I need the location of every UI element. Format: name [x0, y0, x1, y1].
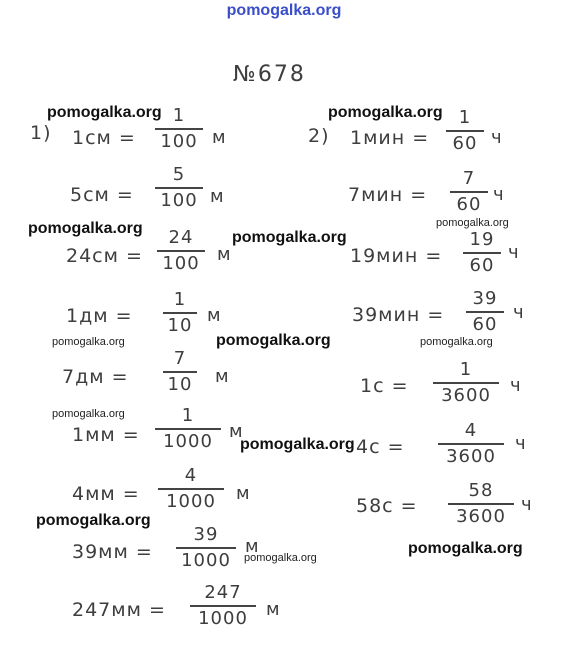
fraction-bar: [433, 382, 499, 384]
denominator: 100: [160, 131, 198, 152]
denominator: 1000: [166, 491, 216, 512]
denominator: 100: [160, 190, 198, 211]
denominator: 10: [167, 374, 193, 395]
denominator: 60: [472, 314, 498, 335]
denominator: 60: [456, 194, 482, 215]
s2-row-1-fraction: [446, 108, 484, 154]
s2-row-4-lhs: 39мин =: [352, 304, 445, 326]
fraction-bar: [190, 605, 256, 607]
numerator: 1: [459, 359, 473, 380]
section-1-label: 1): [30, 122, 52, 144]
s1-row-9-unit: м: [266, 599, 280, 620]
s1-row-7-unit: м: [236, 483, 250, 504]
numerator: 4: [184, 465, 198, 486]
numerator: 1: [172, 105, 186, 126]
fraction-bar: [163, 312, 197, 314]
fraction-bar: [163, 371, 197, 373]
s2-row-3-lhs: 19мин =: [350, 245, 443, 267]
s2-row-5-lhs: 1с =: [360, 375, 409, 397]
s1-row-4-unit: м: [207, 305, 221, 326]
s1-row-2-unit: м: [210, 186, 224, 207]
s1-row-5-fraction: [163, 349, 197, 395]
watermark: pomogalka.org: [408, 540, 523, 557]
fraction-bar: [466, 311, 504, 313]
s2-row-7-unit: ч: [521, 494, 532, 515]
fraction-bar: [155, 428, 221, 430]
s1-row-1-fraction: [155, 106, 203, 152]
watermark: pomogalka.org: [328, 104, 443, 121]
numerator: 24: [168, 227, 194, 248]
problem-number: №678: [233, 62, 306, 87]
fraction-bar: [176, 547, 236, 549]
watermark: pomogalka.org: [28, 220, 143, 237]
s1-row-3-fraction: [157, 228, 205, 274]
denominator: 60: [452, 133, 478, 154]
denominator: 1000: [163, 431, 213, 452]
numerator: 19: [469, 229, 495, 250]
s1-row-6-unit: м: [229, 421, 243, 442]
numerator: 39: [193, 524, 219, 545]
watermark: pomogalka.org: [232, 229, 347, 246]
denominator: 3600: [446, 446, 496, 467]
s2-row-6-unit: ч: [515, 433, 526, 454]
s1-row-3-unit: м: [217, 244, 231, 265]
s2-row-4-unit: ч: [513, 302, 524, 323]
numerator: 7: [462, 168, 476, 189]
denominator: 1000: [198, 608, 248, 629]
s1-row-1-unit: м: [212, 127, 226, 148]
fraction-bar: [158, 488, 224, 490]
watermark: pomogalka.org: [436, 217, 509, 229]
s2-row-3-unit: ч: [508, 242, 519, 263]
fraction-bar: [438, 443, 504, 445]
s1-row-3-lhs: 24см =: [66, 245, 143, 267]
s2-row-7-lhs: 58с =: [356, 495, 418, 517]
s1-row-2-lhs: 5см =: [70, 184, 134, 206]
s2-row-5-fraction: [433, 360, 499, 406]
site-header-link[interactable]: pomogalka.org: [226, 2, 342, 19]
s2-row-2-fraction: [450, 169, 488, 215]
s2-row-1-lhs: 1мин =: [350, 127, 430, 149]
denominator: 60: [469, 255, 495, 276]
s2-row-7-fraction: [448, 481, 514, 527]
s1-row-4-lhs: 1дм =: [66, 305, 133, 327]
s1-row-5-unit: м: [215, 366, 229, 387]
denominator: 3600: [441, 385, 491, 406]
fraction-bar: [155, 128, 203, 130]
s1-row-9-fraction: [190, 583, 256, 629]
s2-row-2-unit: ч: [493, 184, 504, 205]
s1-row-6-fraction: [155, 406, 221, 452]
s1-row-1-lhs: 1см =: [72, 127, 136, 149]
section-2-label: 2): [308, 125, 330, 147]
s2-row-4-fraction: [466, 289, 504, 335]
s1-row-8-unit: м: [245, 536, 259, 557]
s2-row-5-unit: ч: [510, 375, 521, 396]
s2-row-1-unit: ч: [491, 127, 502, 148]
watermark: pomogalka.org: [216, 332, 331, 349]
s1-row-9-lhs: 247мм =: [72, 599, 166, 621]
numerator: 1: [458, 107, 472, 128]
s2-row-6-fraction: [438, 421, 504, 467]
watermark: pomogalka.org: [47, 104, 162, 121]
denominator: 1000: [181, 550, 231, 571]
s1-row-2-fraction: [155, 165, 203, 211]
s1-row-7-fraction: [158, 466, 224, 512]
denominator: 10: [167, 315, 193, 336]
numerator: 1: [173, 289, 187, 310]
s2-row-3-fraction: [463, 230, 501, 276]
watermark: pomogalka.org: [52, 408, 125, 420]
s2-row-6-lhs: 4с =: [356, 436, 405, 458]
fraction-bar: [463, 252, 501, 254]
fraction-bar: [446, 130, 484, 132]
watermark: pomogalka.org: [244, 552, 317, 564]
s1-row-8-fraction: [176, 525, 236, 571]
numerator: 7: [173, 348, 187, 369]
s1-row-4-fraction: [163, 290, 197, 336]
s1-row-7-lhs: 4мм =: [72, 483, 140, 505]
s1-row-5-lhs: 7дм =: [62, 366, 129, 388]
numerator: 5: [172, 164, 186, 185]
fraction-bar: [448, 503, 514, 505]
numerator: 58: [468, 480, 494, 501]
watermark: pomogalka.org: [240, 436, 355, 453]
numerator: 1: [181, 405, 195, 426]
watermark: pomogalka.org: [420, 336, 493, 348]
denominator: 100: [162, 253, 200, 274]
watermark: pomogalka.org: [52, 336, 125, 348]
fraction-bar: [450, 191, 488, 193]
s2-row-2-lhs: 7мин =: [348, 184, 428, 206]
s1-row-8-lhs: 39мм =: [72, 541, 153, 563]
fraction-bar: [155, 187, 203, 189]
numerator: 39: [472, 288, 498, 309]
denominator: 3600: [456, 506, 506, 527]
numerator: 4: [464, 420, 478, 441]
numerator: 247: [204, 582, 242, 603]
fraction-bar: [157, 250, 205, 252]
watermark: pomogalka.org: [36, 512, 151, 529]
s1-row-6-lhs: 1мм =: [72, 424, 140, 446]
